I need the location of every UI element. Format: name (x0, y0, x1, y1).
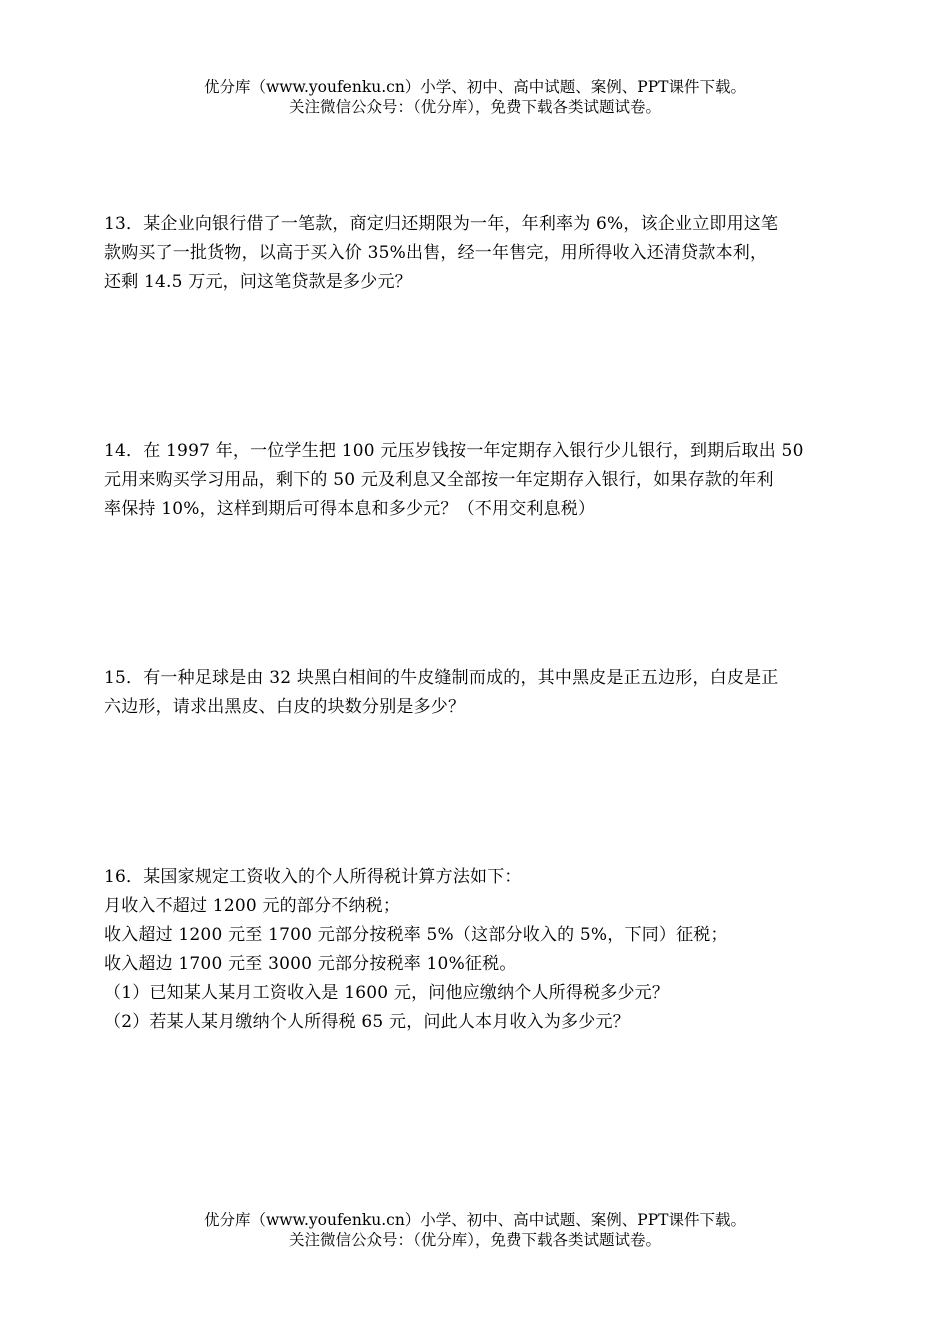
question-line: 还剩 14.5 万元，问这笔贷款是多少元？ (104, 272, 412, 292)
question-line: 16．某国家规定工资收入的个人所得税计算方法如下： (104, 867, 522, 887)
question-line: 率保持 10%，这样到期后可得本息和多少元？（不用交利息税） (104, 499, 596, 519)
question-line: （1）已知某人某月工资收入是 1600 元，问他应缴纳个人所得税多少元？ (104, 983, 670, 1003)
page-header (0, 77, 950, 117)
question-line: 款购买了一批货物，以高于买入价 35%出售，经一年售完，用所得收入还清贷款本利， (104, 243, 768, 263)
question-16 (104, 863, 849, 1037)
question-line: 六边形，请求出黑皮、白皮的块数分别是多少？ (104, 697, 466, 717)
page-footer (0, 1210, 950, 1250)
footer-line-1: 优分库（www.youfenku.cn）小学、初中、高中试题、案例、PPT课件下载。 (203, 1211, 747, 1229)
question-line: 收入超边 1700 元至 3000 元部分按税率 10%征税。 (104, 954, 517, 974)
question-line: 13．某企业向银行借了一笔款，商定归还期限为一年，年利率为 6%，该企业立即用这笔 (104, 214, 779, 234)
question-line: 15．有一种足球是由 32 块黑白相间的牛皮缝制而成的，其中黑皮是正五边形，白皮是正 (104, 668, 779, 688)
footer-line-2: 关注微信公众号：（优分库），免费下载各类试题试卷。 (288, 1231, 661, 1249)
header-line-2: 关注微信公众号：（优分库），免费下载各类试题试卷。 (288, 98, 661, 116)
question-14 (104, 437, 849, 524)
question-line: 收入超过 1200 元至 1700 元部分按税率 5%（这部分收入的 5%，下同）征税； (104, 925, 728, 945)
header-line-1: 优分库（www.youfenku.cn）小学、初中、高中试题、案例、PPT课件下载。 (203, 78, 747, 96)
question-line: （2）若某人某月缴纳个人所得税 65 元，问此人本月收入为多少元？ (104, 1012, 630, 1032)
question-line: 14．在 1997 年，一位学生把 100 元压岁钱按一年定期存入银行少儿银行，到期后取出 50 (104, 441, 804, 461)
question-line: 元用来购买学习用品，剩下的 50 元及利息又全部按一年定期存入银行，如果存款的年利 (104, 470, 774, 490)
question-line: 月收入不超过 1200 元的部分不纳税； (104, 896, 401, 916)
question-13 (104, 210, 849, 297)
question-15 (104, 664, 849, 722)
